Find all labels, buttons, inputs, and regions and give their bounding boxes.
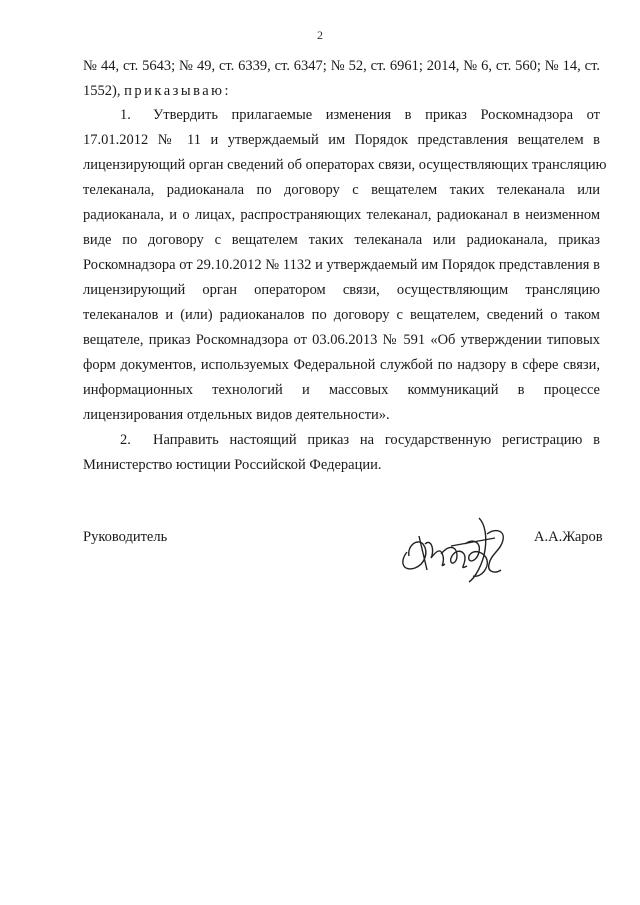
text-line: Министерство юстиции Российской Федерации. — [83, 457, 382, 473]
text-line: виде по договору с вещателем таких телеканала или радиоканала, приказ — [83, 232, 600, 248]
item-number: 1. — [120, 107, 131, 123]
text-line: лицензирующий орган сведений об операторах связи, осуществляющих трансляцию — [83, 157, 607, 173]
text-line: Роскомнадзора от 29.10.2012 № 1132 и утверждаемый им Порядок представления в — [83, 257, 600, 273]
text-line: лицензирующий орган оператором связи, осуществляющим трансляцию — [83, 282, 600, 298]
text-line: телеканалов и (или) радиоканалов по договору с вещателем, сведений о таком — [83, 307, 600, 323]
text-line — [83, 82, 231, 100]
text-line: радиоканала, и о лицах, распространяющих телеканал, радиоканал в неизменном — [83, 207, 600, 223]
text-line: вещателе, приказ Роскомнадзора от 03.06.2013 № 591 «Об утверждении типовых — [83, 332, 600, 348]
item-number: 2. — [120, 432, 131, 448]
text-line: телеканала, радиоканала по договору с вещателем таких телеканала или — [83, 182, 600, 198]
signatory-title: Руководитель — [83, 529, 168, 545]
text-line: информационных технологий и массовых коммуникаций в процессе — [83, 382, 600, 398]
text-line: 17.01.2012 № 11 и утверждаемый им Порядок представления вещателем в — [83, 132, 600, 148]
text-line: форм документов, используемых Федеральной службой по надзору в сфере связи, — [83, 357, 600, 373]
signatory-name: А.А.Жаров — [534, 529, 603, 545]
text-line: Утвердить прилагаемые изменения в приказ Роскомнадзора от — [153, 107, 600, 123]
text-line: лицензирования отдельных видов деятельности». — [83, 407, 390, 423]
page-number: 2 — [317, 28, 323, 42]
text-line: Направить настоящий приказ на государственную регистрацию в — [153, 432, 600, 448]
text-fragment: 1552), — [83, 83, 121, 99]
text-line: № 44, ст. 5643; № 49, ст. 6339, ст. 6347; № 52, ст. 6961; 2014, № 6, ст. 560; № 14, ст. — [83, 58, 600, 74]
signature — [395, 508, 515, 588]
text-fragment: приказываю: — [124, 83, 232, 99]
